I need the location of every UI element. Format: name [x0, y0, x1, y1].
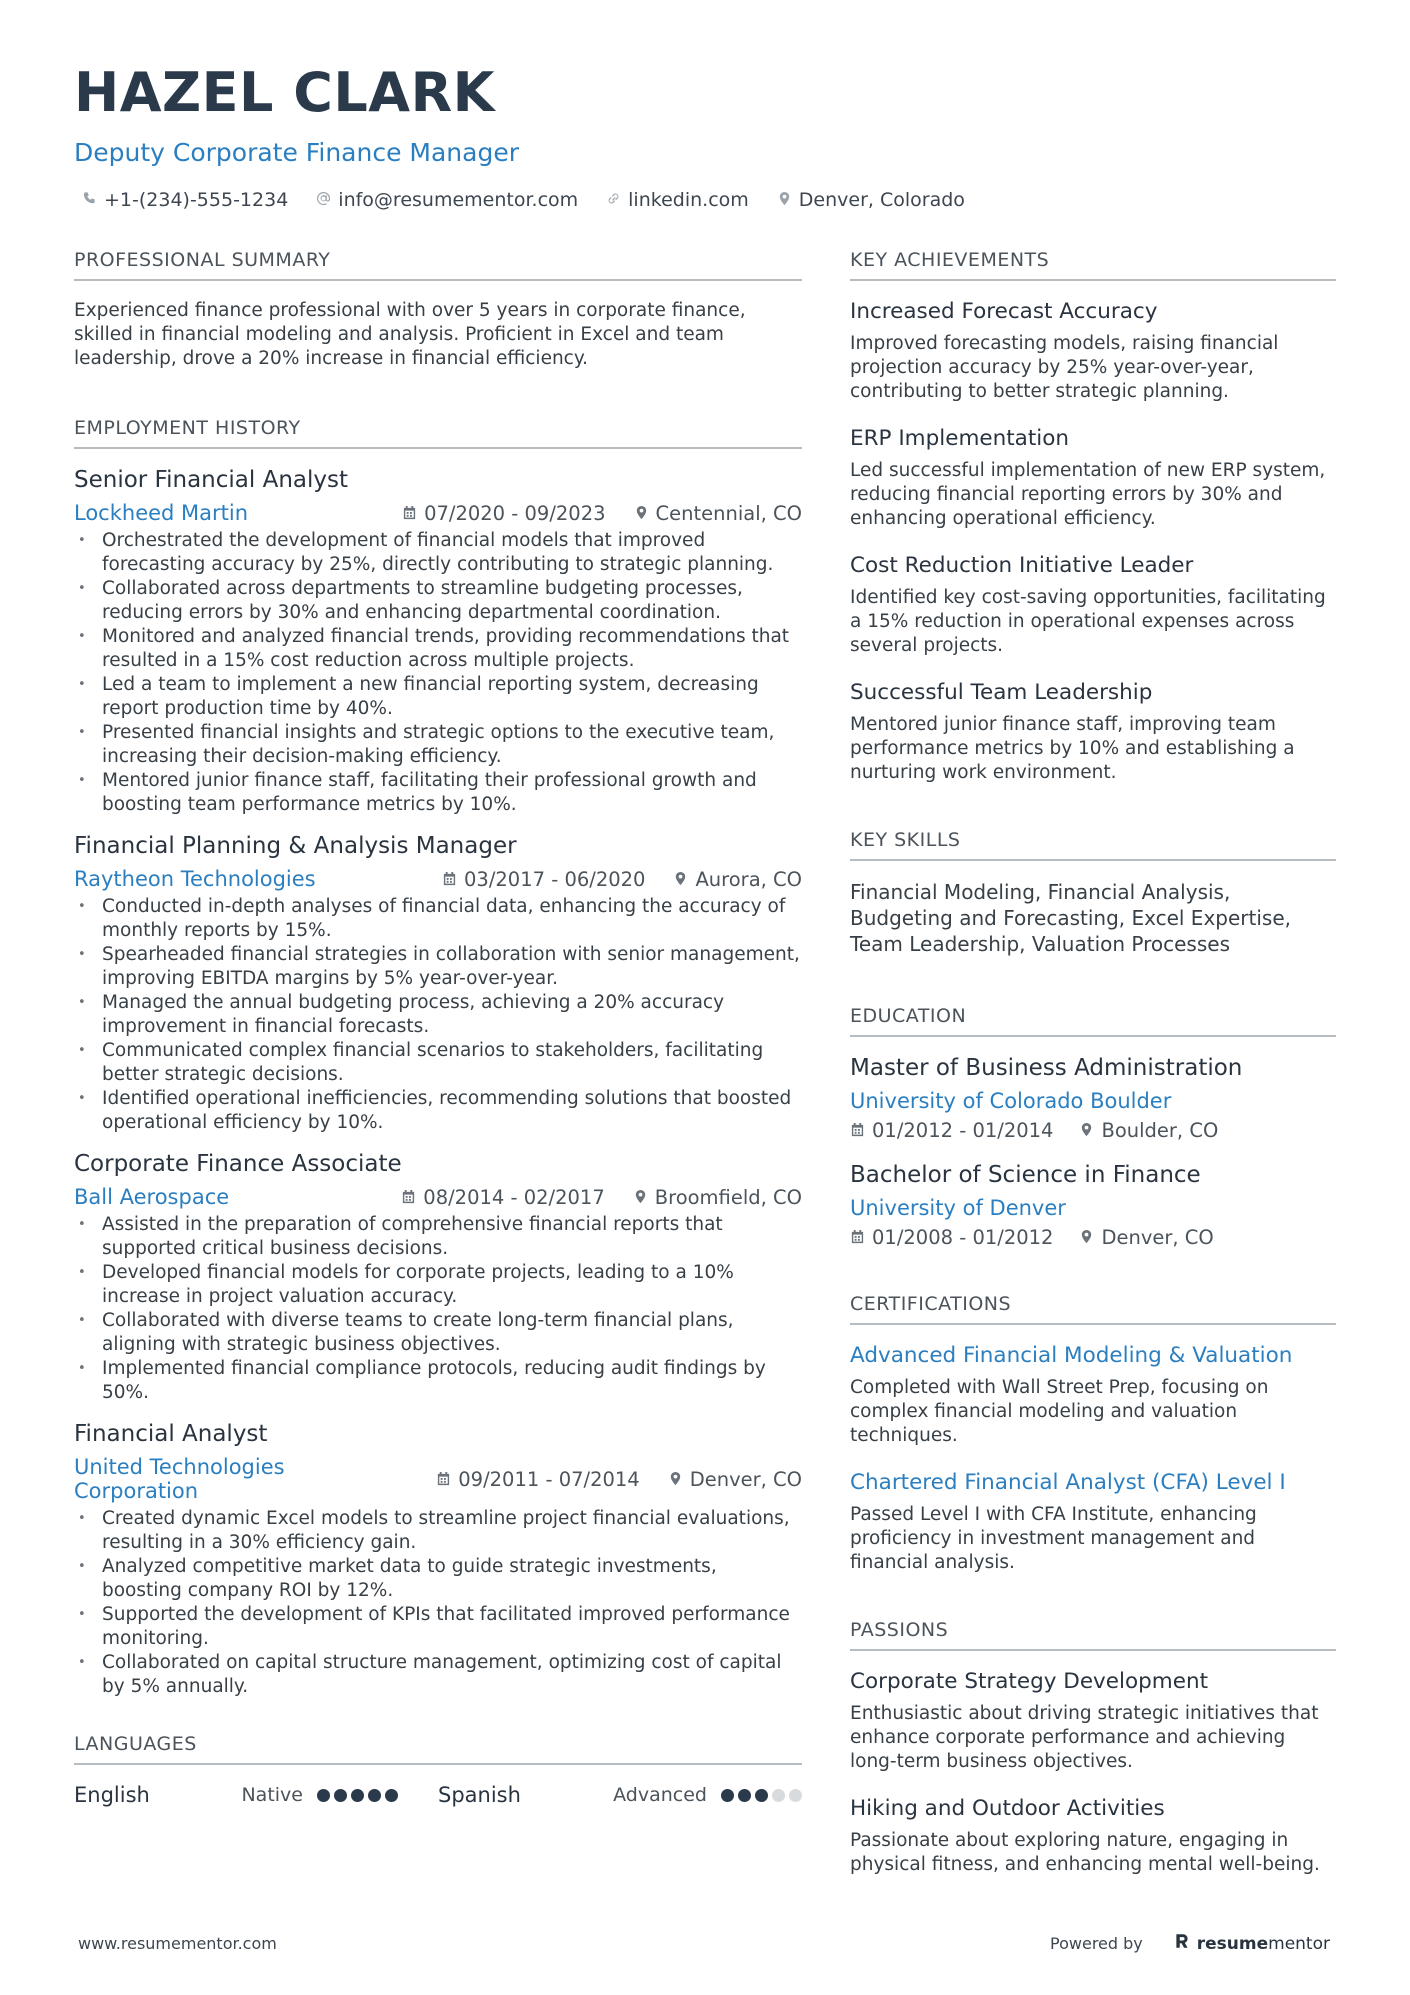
- achievement-desc: Led successful implementation of new ERP system, reducing financial reporting errors by 30% and enhancing operational efficiency.: [850, 460, 1326, 529]
- calendar-icon: [401, 1186, 416, 1209]
- education-degree: Bachelor of Science in Finance: [850, 1162, 1201, 1188]
- job-dates: 08/2014 - 02/2017: [423, 1185, 605, 1209]
- education-location-group: [1079, 1119, 1218, 1142]
- job-location: Centennial, CO: [655, 501, 802, 525]
- phone-text: +1-(234)-555-1234: [104, 189, 289, 211]
- achievement-title: ERP Implementation: [850, 426, 1070, 451]
- section-heading-summary: PROFESSIONAL SUMMARY: [74, 249, 802, 281]
- education-dates: 01/2012 - 01/2014: [872, 1119, 1054, 1142]
- job-meta: [74, 1185, 802, 1209]
- location-pin-icon: [1079, 1119, 1094, 1142]
- job-dates: 09/2011 - 07/2014: [458, 1467, 640, 1491]
- certification-item: [850, 1470, 1336, 1575]
- job-meta: [74, 1455, 802, 1503]
- education-dates: 01/2008 - 01/2012: [872, 1226, 1054, 1249]
- education-meta: [850, 1226, 1336, 1249]
- left-column: [74, 249, 802, 1899]
- candidate-title: Deputy Corporate Finance Manager: [74, 138, 519, 167]
- certification-title: Chartered Financial Analyst (CFA) Level I: [850, 1470, 1286, 1495]
- language-level: Native: [241, 1784, 303, 1806]
- section-heading-passions: PASSIONS: [850, 1619, 1336, 1651]
- job-bullet: • Collaborated with diverse teams to create long-term financial plans, aligning with strategic business objectives.: [74, 1309, 802, 1357]
- brand-rest: mentor: [1268, 1933, 1330, 1954]
- job-bullet: • Managed the annual budgeting process, achieving a 20% accuracy improvement in financial forecasts.: [74, 991, 802, 1039]
- job-entry: [74, 1151, 802, 1405]
- certification-desc: Passed Level I with CFA Institute, enhancing proficiency in investment management and financial analysis.: [850, 1504, 1257, 1573]
- calendar-icon: [402, 502, 417, 525]
- rating-dot: [772, 1789, 785, 1802]
- contact-linkedin[interactable]: [606, 189, 749, 211]
- location-pin-icon: [634, 502, 649, 525]
- job-bullet: • Presented financial insights and strategic options to the executive team, increasing their decision-making efficiency.: [74, 721, 802, 769]
- rating-dot: [317, 1789, 330, 1802]
- calendar-icon: [436, 1468, 451, 1491]
- education-dates-group: [850, 1119, 1053, 1142]
- location-pin-icon: [633, 1186, 648, 1209]
- certification-item: [850, 1343, 1336, 1448]
- contact-email[interactable]: [316, 189, 578, 211]
- contact-bar: [74, 189, 1336, 211]
- linkedin-text: linkedin.com: [628, 189, 749, 211]
- job-location-group: [668, 1468, 802, 1491]
- job-bullet: • Identified operational inefficiencies, recommending solutions that boosted operational efficiency by 10%.: [74, 1087, 802, 1135]
- achievement-item: [850, 553, 1336, 658]
- language-name: English: [74, 1783, 150, 1807]
- footer-powered-label: Powered by: [1050, 1934, 1143, 1953]
- location-pin-icon: [777, 189, 792, 211]
- language-rating: [721, 1789, 802, 1802]
- job-bullets: [74, 529, 802, 817]
- education-location: Denver, CO: [1101, 1226, 1214, 1249]
- rating-dot: [334, 1789, 347, 1802]
- job-bullet: • Collaborated on capital structure management, optimizing cost of capital by 5% annually.: [74, 1651, 802, 1699]
- job-dates-group: [436, 1468, 639, 1491]
- email-text: info@resumementor.com: [338, 189, 579, 211]
- education-list: [850, 1055, 1336, 1249]
- right-column: [850, 249, 1336, 1899]
- language-item: [74, 1783, 438, 1807]
- achievement-title: Increased Forecast Accuracy: [850, 299, 1158, 324]
- footer-site-link[interactable]: www.resumementor.com: [78, 1934, 277, 1953]
- skills-text: Financial Modeling, Financial Analysis, Budgeting and Forecasting, Excel Expertise, Team Leadership, Valuation Processes: [850, 880, 1291, 956]
- education-dates-group: [850, 1226, 1053, 1249]
- job-location-group: [673, 868, 802, 891]
- resume-columns: [74, 249, 1336, 1899]
- education-location: Boulder, CO: [1101, 1119, 1219, 1142]
- passion-title: Hiking and Outdoor Activities: [850, 1796, 1165, 1821]
- achievement-desc: Identified key cost-saving opportunities, facilitating a 15% reduction in operational expenses across several projects.: [850, 587, 1326, 656]
- achievements-list: [850, 299, 1336, 785]
- rating-dot: [368, 1789, 381, 1802]
- education-location-group: [1079, 1226, 1213, 1249]
- education-school: University of Colorado Boulder: [850, 1089, 1172, 1113]
- job-bullet: • Supported the development of KPIs that facilitated improved performance monitoring.: [74, 1603, 802, 1651]
- calendar-icon: [850, 1119, 865, 1142]
- job-bullet: • Communicated complex financial scenarios to stakeholders, facilitating better strategic decisions.: [74, 1039, 802, 1087]
- section-heading-skills: KEY SKILLS: [850, 829, 1336, 861]
- job-location: Aurora, CO: [695, 867, 802, 891]
- job-bullet: • Spearheaded financial strategies in collaboration with senior management, improving EBITDA margins by 5% year-over-year.: [74, 943, 802, 991]
- job-bullet: • Analyzed competitive market data to guide strategic investments, boosting company ROI by 12%.: [74, 1555, 802, 1603]
- calendar-icon: [442, 868, 457, 891]
- job-meta: [74, 867, 802, 891]
- job-bullet: • Collaborated across departments to streamline budgeting processes, reducing errors by 30% and enhancing departmental coordination.: [74, 577, 802, 625]
- job-dates-group: [402, 502, 605, 525]
- language-rating: [317, 1789, 398, 1802]
- job-company: Raytheon Technologies: [74, 867, 316, 891]
- job-company: Lockheed Martin: [74, 501, 249, 525]
- passion-item: [850, 1796, 1336, 1877]
- section-heading-certifications: CERTIFICATIONS: [850, 1293, 1336, 1325]
- section-heading-education: EDUCATION: [850, 1005, 1336, 1037]
- job-bullet: • Implemented financial compliance protocols, reducing audit findings by 50%.: [74, 1357, 802, 1405]
- certification-desc: Completed with Wall Street Prep, focusing on complex financial modeling and valuation techniques.: [850, 1377, 1269, 1446]
- rating-dot: [755, 1789, 768, 1802]
- job-bullet: • Developed financial models for corporate projects, leading to a 10% increase in project valuation accuracy.: [74, 1261, 802, 1309]
- resumementor-logo-icon: [1173, 1932, 1191, 1955]
- certification-title: Advanced Financial Modeling & Valuation: [850, 1343, 1293, 1368]
- section-heading-languages: LANGUAGES: [74, 1733, 802, 1765]
- phone-icon: [82, 189, 97, 211]
- achievement-item: [850, 680, 1336, 785]
- job-bullet: • Conducted in-depth analyses of financial data, enhancing the accuracy of monthly reports by 15%.: [74, 895, 802, 943]
- contact-location: [777, 189, 965, 211]
- link-icon: [606, 189, 621, 211]
- education-school: University of Denver: [850, 1196, 1066, 1220]
- at-icon: [316, 189, 331, 211]
- job-company: Ball Aerospace: [74, 1185, 230, 1209]
- job-location-group: [633, 1186, 802, 1209]
- job-title: Financial Analyst: [74, 1421, 268, 1447]
- achievement-desc: Mentored junior finance staff, improving team performance metrics by 10% and establishing a nurturing work environment.: [850, 714, 1295, 783]
- education-degree: Master of Business Administration: [850, 1055, 1243, 1081]
- rating-dot: [789, 1789, 802, 1802]
- job-dates: 07/2020 - 09/2023: [424, 501, 606, 525]
- job-entry: [74, 467, 802, 817]
- language-name: Spanish: [438, 1783, 521, 1807]
- passions-list: [850, 1669, 1336, 1877]
- calendar-icon: [850, 1226, 865, 1249]
- contact-phone: [82, 189, 288, 211]
- job-bullet: • Mentored junior finance staff, facilitating their professional growth and boosting team performance metrics by 10%.: [74, 769, 802, 817]
- job-bullet: • Created dynamic Excel models to streamline project financial evaluations, resulting in a 30% efficiency gain.: [74, 1507, 802, 1555]
- job-bullet: • Led a team to implement a new financial reporting system, decreasing report production time by 40%.: [74, 673, 802, 721]
- rating-dot: [721, 1789, 734, 1802]
- job-dates-group: [401, 1186, 604, 1209]
- job-entry: [74, 833, 802, 1135]
- footer-brand[interactable]: [1173, 1932, 1330, 1955]
- resume-header: [74, 61, 1336, 211]
- job-bullets: [74, 1507, 802, 1699]
- candidate-name: HAZEL CLARK: [74, 61, 495, 124]
- job-dates-group: [442, 868, 645, 891]
- job-bullet: • Orchestrated the development of financial models that improved forecasting accuracy by 25%, directly contributing to strategic planning.: [74, 529, 802, 577]
- passion-desc: Enthusiastic about driving strategic initiatives that enhance corporate performance and achieving long-term business objectives.: [850, 1703, 1319, 1772]
- job-company: United Technologies Corporation: [74, 1455, 285, 1503]
- job-location: Denver, CO: [689, 1467, 802, 1491]
- section-heading-employment: EMPLOYMENT HISTORY: [74, 417, 802, 449]
- education-item: [850, 1162, 1336, 1249]
- brand-bold: resume: [1196, 1933, 1269, 1954]
- section-heading-achievements: KEY ACHIEVEMENTS: [850, 249, 1336, 281]
- job-bullets: [74, 1213, 802, 1405]
- education-meta: [850, 1119, 1336, 1142]
- language-level: Advanced: [613, 1784, 707, 1806]
- job-location: Broomfield, CO: [654, 1185, 802, 1209]
- page-footer: [78, 1932, 1330, 1955]
- rating-dot: [351, 1789, 364, 1802]
- job-bullet: • Assisted in the preparation of comprehensive financial reports that supported critical business decisions.: [74, 1213, 802, 1261]
- location-pin-icon: [673, 868, 688, 891]
- job-location-group: [634, 502, 802, 525]
- location-pin-icon: [1079, 1226, 1094, 1249]
- passion-item: [850, 1669, 1336, 1774]
- job-title: Financial Planning & Analysis Manager: [74, 833, 517, 859]
- achievement-title: Successful Team Leadership: [850, 680, 1153, 705]
- location-pin-icon: [668, 1468, 683, 1491]
- rating-dot: [738, 1789, 751, 1802]
- location-text: Denver, Colorado: [798, 189, 965, 211]
- passion-title: Corporate Strategy Development: [850, 1669, 1209, 1694]
- achievement-item: [850, 426, 1336, 531]
- job-title: Senior Financial Analyst: [74, 467, 348, 493]
- passion-desc: Passionate about exploring nature, engaging in physical fitness, and enhancing mental well-being.: [850, 1830, 1320, 1875]
- job-entry: [74, 1421, 802, 1699]
- languages-list: [74, 1783, 802, 1807]
- certifications-list: [850, 1343, 1336, 1575]
- achievement-desc: Improved forecasting models, raising financial projection accuracy by 25% year-over-year, contributing to better strategic planning.: [850, 333, 1279, 402]
- achievement-title: Cost Reduction Initiative Leader: [850, 553, 1194, 578]
- employment-list: [74, 467, 802, 1699]
- job-dates: 03/2017 - 06/2020: [464, 867, 646, 891]
- job-meta: [74, 501, 802, 525]
- job-bullets: [74, 895, 802, 1135]
- achievement-item: [850, 299, 1336, 404]
- job-title: Corporate Finance Associate: [74, 1151, 402, 1177]
- rating-dot: [385, 1789, 398, 1802]
- education-item: [850, 1055, 1336, 1142]
- job-bullet: • Monitored and analyzed financial trends, providing recommendations that resulted in a 15% cost reduction across multiple projects.: [74, 625, 802, 673]
- summary-text: Experienced finance professional with over 5 years in corporate finance, skilled in financial modeling and analysis. Proficient in Excel and team leadership, drove a 20% increase in financial efficiency.: [74, 300, 746, 369]
- language-item: [438, 1783, 802, 1807]
